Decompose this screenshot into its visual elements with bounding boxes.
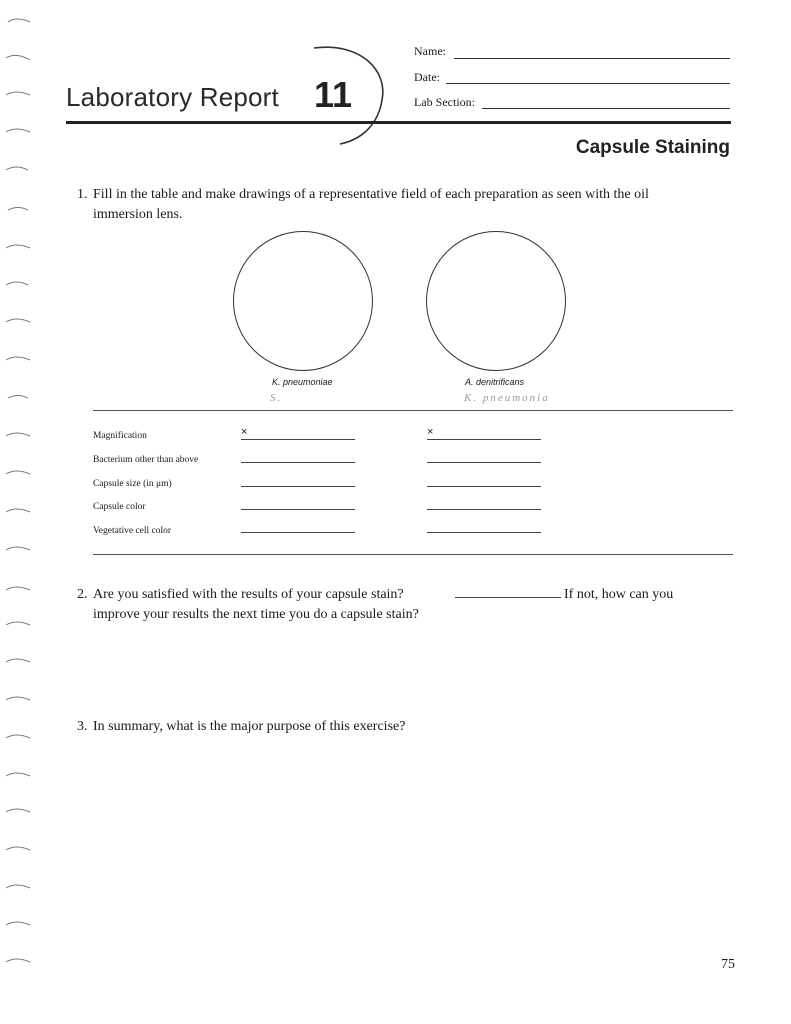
question-1-text-line2: immersion lens. (93, 207, 183, 222)
row-label-other-bacterium: Bacterium other than above (93, 455, 199, 465)
row-label-vegetative-cell-color: Vegetative cell color (93, 526, 172, 536)
report-number: 11 (314, 74, 353, 115)
handwriting-2: K. pneumonia (464, 392, 550, 404)
name-label: Name: (414, 44, 446, 58)
handwriting-1: S. (270, 392, 283, 404)
vegetative-cell-color-blank-1[interactable] (241, 532, 355, 533)
date-line[interactable] (446, 83, 730, 84)
header-rule (66, 121, 731, 124)
date-field[interactable] (414, 70, 440, 85)
magnification-prefix-2: × (427, 426, 434, 438)
question-3-number: 3. (77, 719, 88, 734)
row-label-magnification: Magnification (93, 431, 147, 441)
other-bacterium-blank-1[interactable] (241, 462, 355, 463)
name-field[interactable] (414, 44, 446, 59)
question-1-number: 1. (77, 187, 88, 202)
capsule-size-blank-1[interactable] (241, 486, 355, 487)
capsule-size-blank-2[interactable] (427, 486, 541, 487)
row-label-capsule-color: Capsule color (93, 502, 146, 512)
lab-section-line[interactable] (482, 108, 730, 109)
question-2-answer-blank[interactable] (455, 597, 561, 598)
binder-holes-decoration (0, 0, 50, 1024)
question-1 (77, 185, 717, 225)
capsule-color-blank-1[interactable] (241, 509, 355, 510)
row-label-capsule-size: Capsule size (in μm) (93, 479, 172, 489)
magnification-prefix-1: × (241, 426, 248, 438)
magnification-blank-1[interactable] (241, 439, 355, 440)
page-subtitle: Capsule Staining (575, 137, 730, 158)
magnification-blank-2[interactable] (427, 439, 541, 440)
lab-section-field[interactable] (414, 95, 475, 110)
question-2-number: 2. (77, 587, 88, 602)
table-bottom-rule (93, 554, 733, 555)
page-number: 75 (721, 957, 735, 972)
question-3 (77, 717, 717, 737)
drawing-label-a-denitrificans: A. denitrificans (465, 377, 525, 387)
lab-section-label: Lab Section: (414, 95, 475, 109)
question-3-text: In summary, what is the major purpose of this exercise? (93, 719, 406, 734)
drawing-circle-a-denitrificans[interactable] (426, 231, 566, 371)
report-title: Laboratory Report (66, 82, 279, 112)
question-2-text-part1: Are you satisfied with the results of your capsule stain? (93, 587, 404, 602)
date-label: Date: (414, 70, 440, 84)
drawing-label-k-pneumoniae: K. pneumoniae (272, 377, 333, 387)
name-line[interactable] (454, 58, 730, 59)
other-bacterium-blank-2[interactable] (427, 462, 541, 463)
question-2-text-part2: If not, how can you (564, 587, 674, 602)
header-bracket-decoration (300, 40, 400, 150)
table-top-rule (93, 410, 733, 411)
question-1-text-line1: Fill in the table and make drawings of a representative field of each preparation as seen with the oil (93, 187, 649, 202)
drawing-circle-k-pneumoniae[interactable] (233, 231, 373, 371)
capsule-color-blank-2[interactable] (427, 509, 541, 510)
vegetative-cell-color-blank-2[interactable] (427, 532, 541, 533)
question-2-text-line2: improve your results the next time you do a capsule stain? (93, 607, 419, 622)
